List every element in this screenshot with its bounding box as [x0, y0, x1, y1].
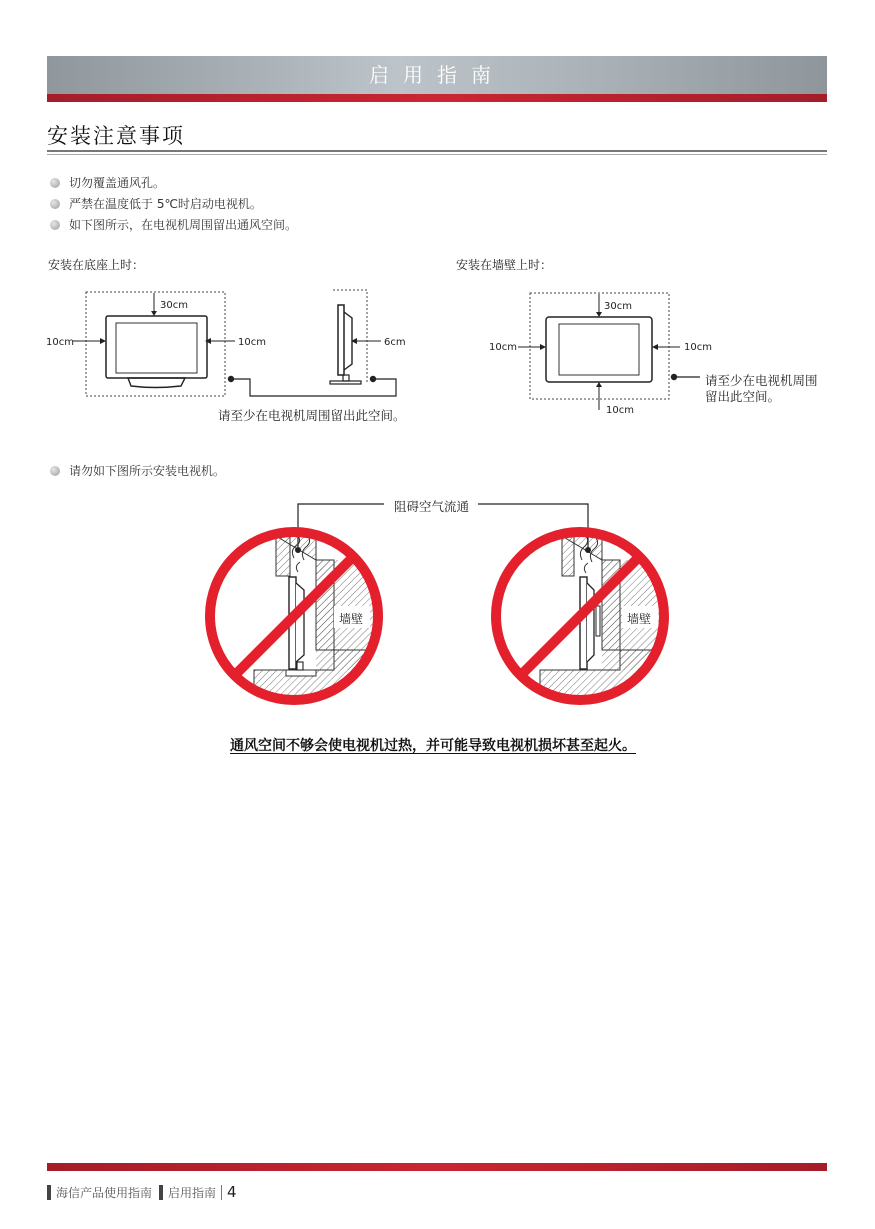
footer [47, 1183, 237, 1201]
stand-top-label: 30cm [160, 300, 188, 311]
bullet-text: 严禁在温度低于 5℃时启动电视机。 [69, 197, 262, 211]
footer-brand: 海信产品使用指南 [56, 1185, 153, 1200]
bullet-item [50, 462, 225, 479]
stand-note: 请至少在电视机周围留出此空间。 [218, 408, 406, 423]
overheat-warning: 通风空间不够会使电视机过热，并可能导致电视机损坏甚至起火。 [230, 738, 636, 754]
wall-top-label: 30cm [604, 301, 632, 312]
wall-left-label: 10cm [489, 342, 517, 353]
wall-note-line1: 请至少在电视机周围 [705, 373, 818, 388]
wall-label-right: 墙壁 [627, 612, 652, 626]
wall-label-left: 墙壁 [339, 612, 364, 626]
stand-right-label: 10cm [238, 337, 266, 348]
wall-note-line2: 留出此空间。 [705, 389, 781, 404]
footer-bar-mark [47, 1185, 51, 1200]
footer-section: 启用指南 [168, 1185, 217, 1200]
stand-side-diagram [330, 290, 381, 384]
callout-dot-right [585, 547, 591, 553]
wall-right-label: 10cm [684, 342, 712, 353]
callout-dot-left [295, 547, 301, 553]
blocked-airflow-label: 阻碍空气流通 [394, 499, 470, 514]
wall-heading: 安装在墙壁上时： [456, 258, 553, 272]
wall-bottom-label: 10cm [606, 405, 634, 416]
section-title: 安装注意事项 [47, 124, 185, 148]
stand-heading: 安装在底座上时： [48, 258, 145, 272]
stand-callout-connector [228, 376, 396, 396]
footer-bar-mark [159, 1185, 163, 1200]
bullet-text: 如下图所示，在电视机周围留出通风空间。 [69, 218, 298, 232]
stand-left-label: 10cm [46, 337, 74, 348]
prohibited-diagrams [0, 480, 875, 720]
bullet-text: 请勿如下图所示安装电视机。 [69, 464, 226, 478]
bullet-dot-icon [50, 466, 60, 476]
stand-front-diagram [73, 292, 235, 396]
page-number: 4 [227, 1183, 237, 1201]
stand-side-label: 6cm [384, 337, 406, 348]
footer-separator [221, 1185, 222, 1200]
footer-red-bar [47, 1163, 827, 1171]
bullet-text: 切勿覆盖通风孔。 [69, 176, 166, 190]
page-header-title: 启用指南 [369, 63, 505, 87]
